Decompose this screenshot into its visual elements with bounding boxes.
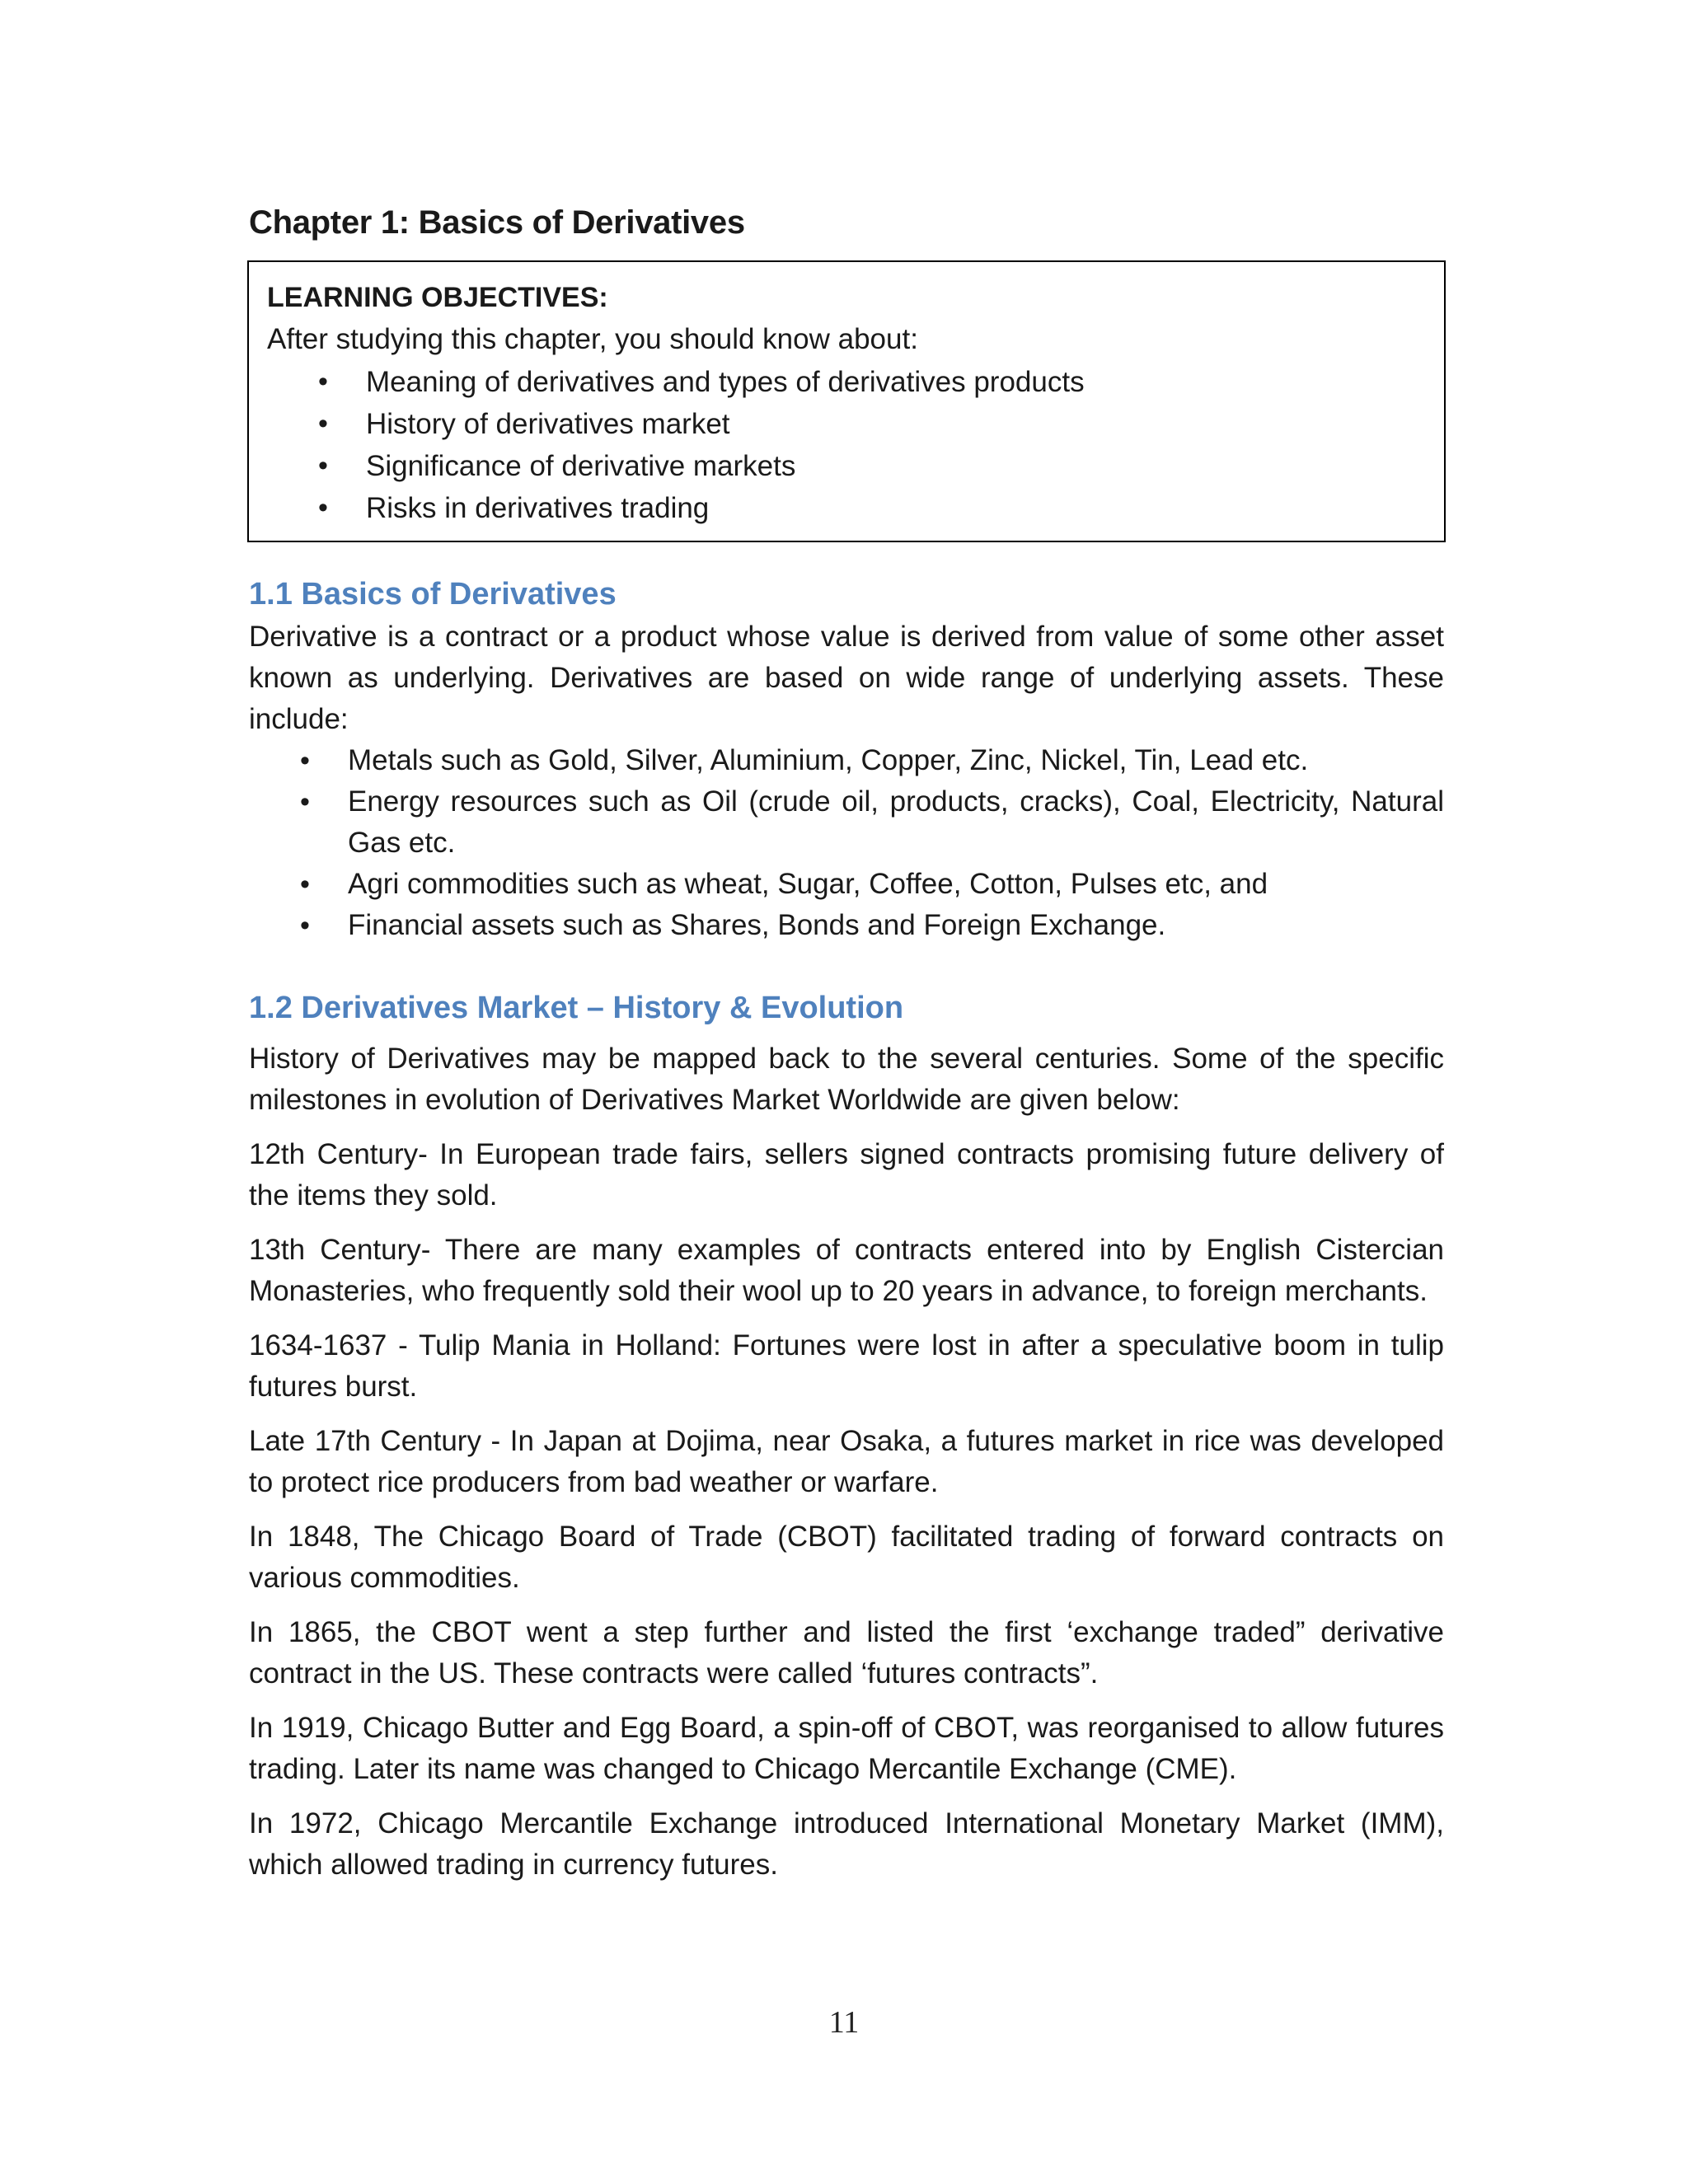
bullet-icon: • [300, 745, 310, 776]
list-item-text: History of derivatives market [366, 408, 730, 440]
history-paragraph: 12th Century- In European trade fairs, sellers signed contracts promising future delivery of the items they sold. [249, 1138, 1444, 1212]
history-paragraph: In 1848, The Chicago Board of Trade (CBOT) facilitated trading of forward contracts on various commodities. [249, 1521, 1444, 1594]
history-paragraph: In 1865, the CBOT went a step further and listed the first ‘exchange traded” derivative contract in the US. These contracts were called ‘futures contracts”. [249, 1616, 1444, 1690]
history-paragraph: In 1919, Chicago Butter and Egg Board, a spin-off of CBOT, was reorganised to allow futures trading. Later its name was changed to Chicago Mercantile Exchange (CME). [249, 1712, 1444, 1785]
bullet-icon: • [300, 910, 310, 941]
section-1-1-paragraph: Derivative is a contract or a product whose value is derived from value of some other asset known as underlying. Derivatives are based on wide range of underlying assets. These include: [249, 621, 1444, 735]
chapter-title: Chapter 1: Basics of Derivatives [249, 204, 745, 241]
learning-objectives-box [247, 260, 1446, 542]
bullet-icon: • [318, 408, 328, 439]
list-item-text: Agri commodities such as wheat, Sugar, Coffee, Cotton, Pulses etc, and [348, 868, 1268, 900]
document-page [249, 198, 1444, 1899]
learning-objectives-intro: After studying this chapter, you should know about: [267, 323, 918, 355]
list-item-text: Risks in derivatives trading [366, 492, 710, 524]
list-item-text: Metals such as Gold, Silver, Aluminium, Copper, Zinc, Nickel, Tin, Lead etc. [348, 744, 1309, 776]
history-paragraph: 13th Century- There are many examples of contracts entered into by English Cistercian Monasteries, who frequently sold their wool up to 20 years in advance, to foreign merchants. [249, 1234, 1444, 1307]
list-item [300, 740, 1444, 781]
page-number: 11 [828, 2005, 860, 2040]
list-item-text: Meaning of derivatives and types of derivatives products [366, 366, 1085, 398]
bullet-icon: • [300, 786, 310, 818]
list-item [318, 361, 1426, 403]
history-paragraph: History of Derivatives may be mapped back to the several centuries. Some of the specific milestones in evolution of Derivatives Market Worldwide are given below: [249, 1043, 1444, 1116]
list-item [318, 403, 1426, 445]
history-paragraph: Late 17th Century - In Japan at Dojima, near Osaka, a futures market in rice was developed to protect rice producers from bad weather or warfare. [249, 1425, 1444, 1498]
history-paragraph: In 1972, Chicago Mercantile Exchange introduced International Monetary Market (IMM), which allowed trading in currency futures. [249, 1807, 1444, 1881]
learning-objectives-heading: LEARNING OBJECTIVES: [267, 282, 608, 313]
bullet-icon: • [318, 492, 328, 523]
learning-objectives-list [267, 361, 1426, 529]
underlying-assets-list [249, 740, 1444, 946]
history-paragraph: 1634-1637 - Tulip Mania in Holland: Fortunes were lost in after a speculative boom in tulip futures burst. [249, 1329, 1444, 1403]
list-item-text: Significance of derivative markets [366, 450, 796, 482]
list-item [300, 781, 1444, 864]
section-heading-1-1: 1.1 Basics of Derivatives [249, 577, 617, 612]
section-heading-1-2: 1.2 Derivatives Market – History & Evolution [249, 991, 904, 1025]
list-item [300, 864, 1444, 905]
list-item-text: Financial assets such as Shares, Bonds and Foreign Exchange. [348, 909, 1166, 941]
bullet-icon: • [318, 450, 328, 481]
list-item [300, 905, 1444, 946]
list-item [318, 445, 1426, 487]
bullet-icon: • [318, 366, 328, 397]
list-item [318, 487, 1426, 529]
bullet-icon: • [300, 869, 310, 900]
list-item-text: Energy resources such as Oil (crude oil, products, cracks), Coal, Electricity, Natural Gas etc. [348, 785, 1444, 859]
